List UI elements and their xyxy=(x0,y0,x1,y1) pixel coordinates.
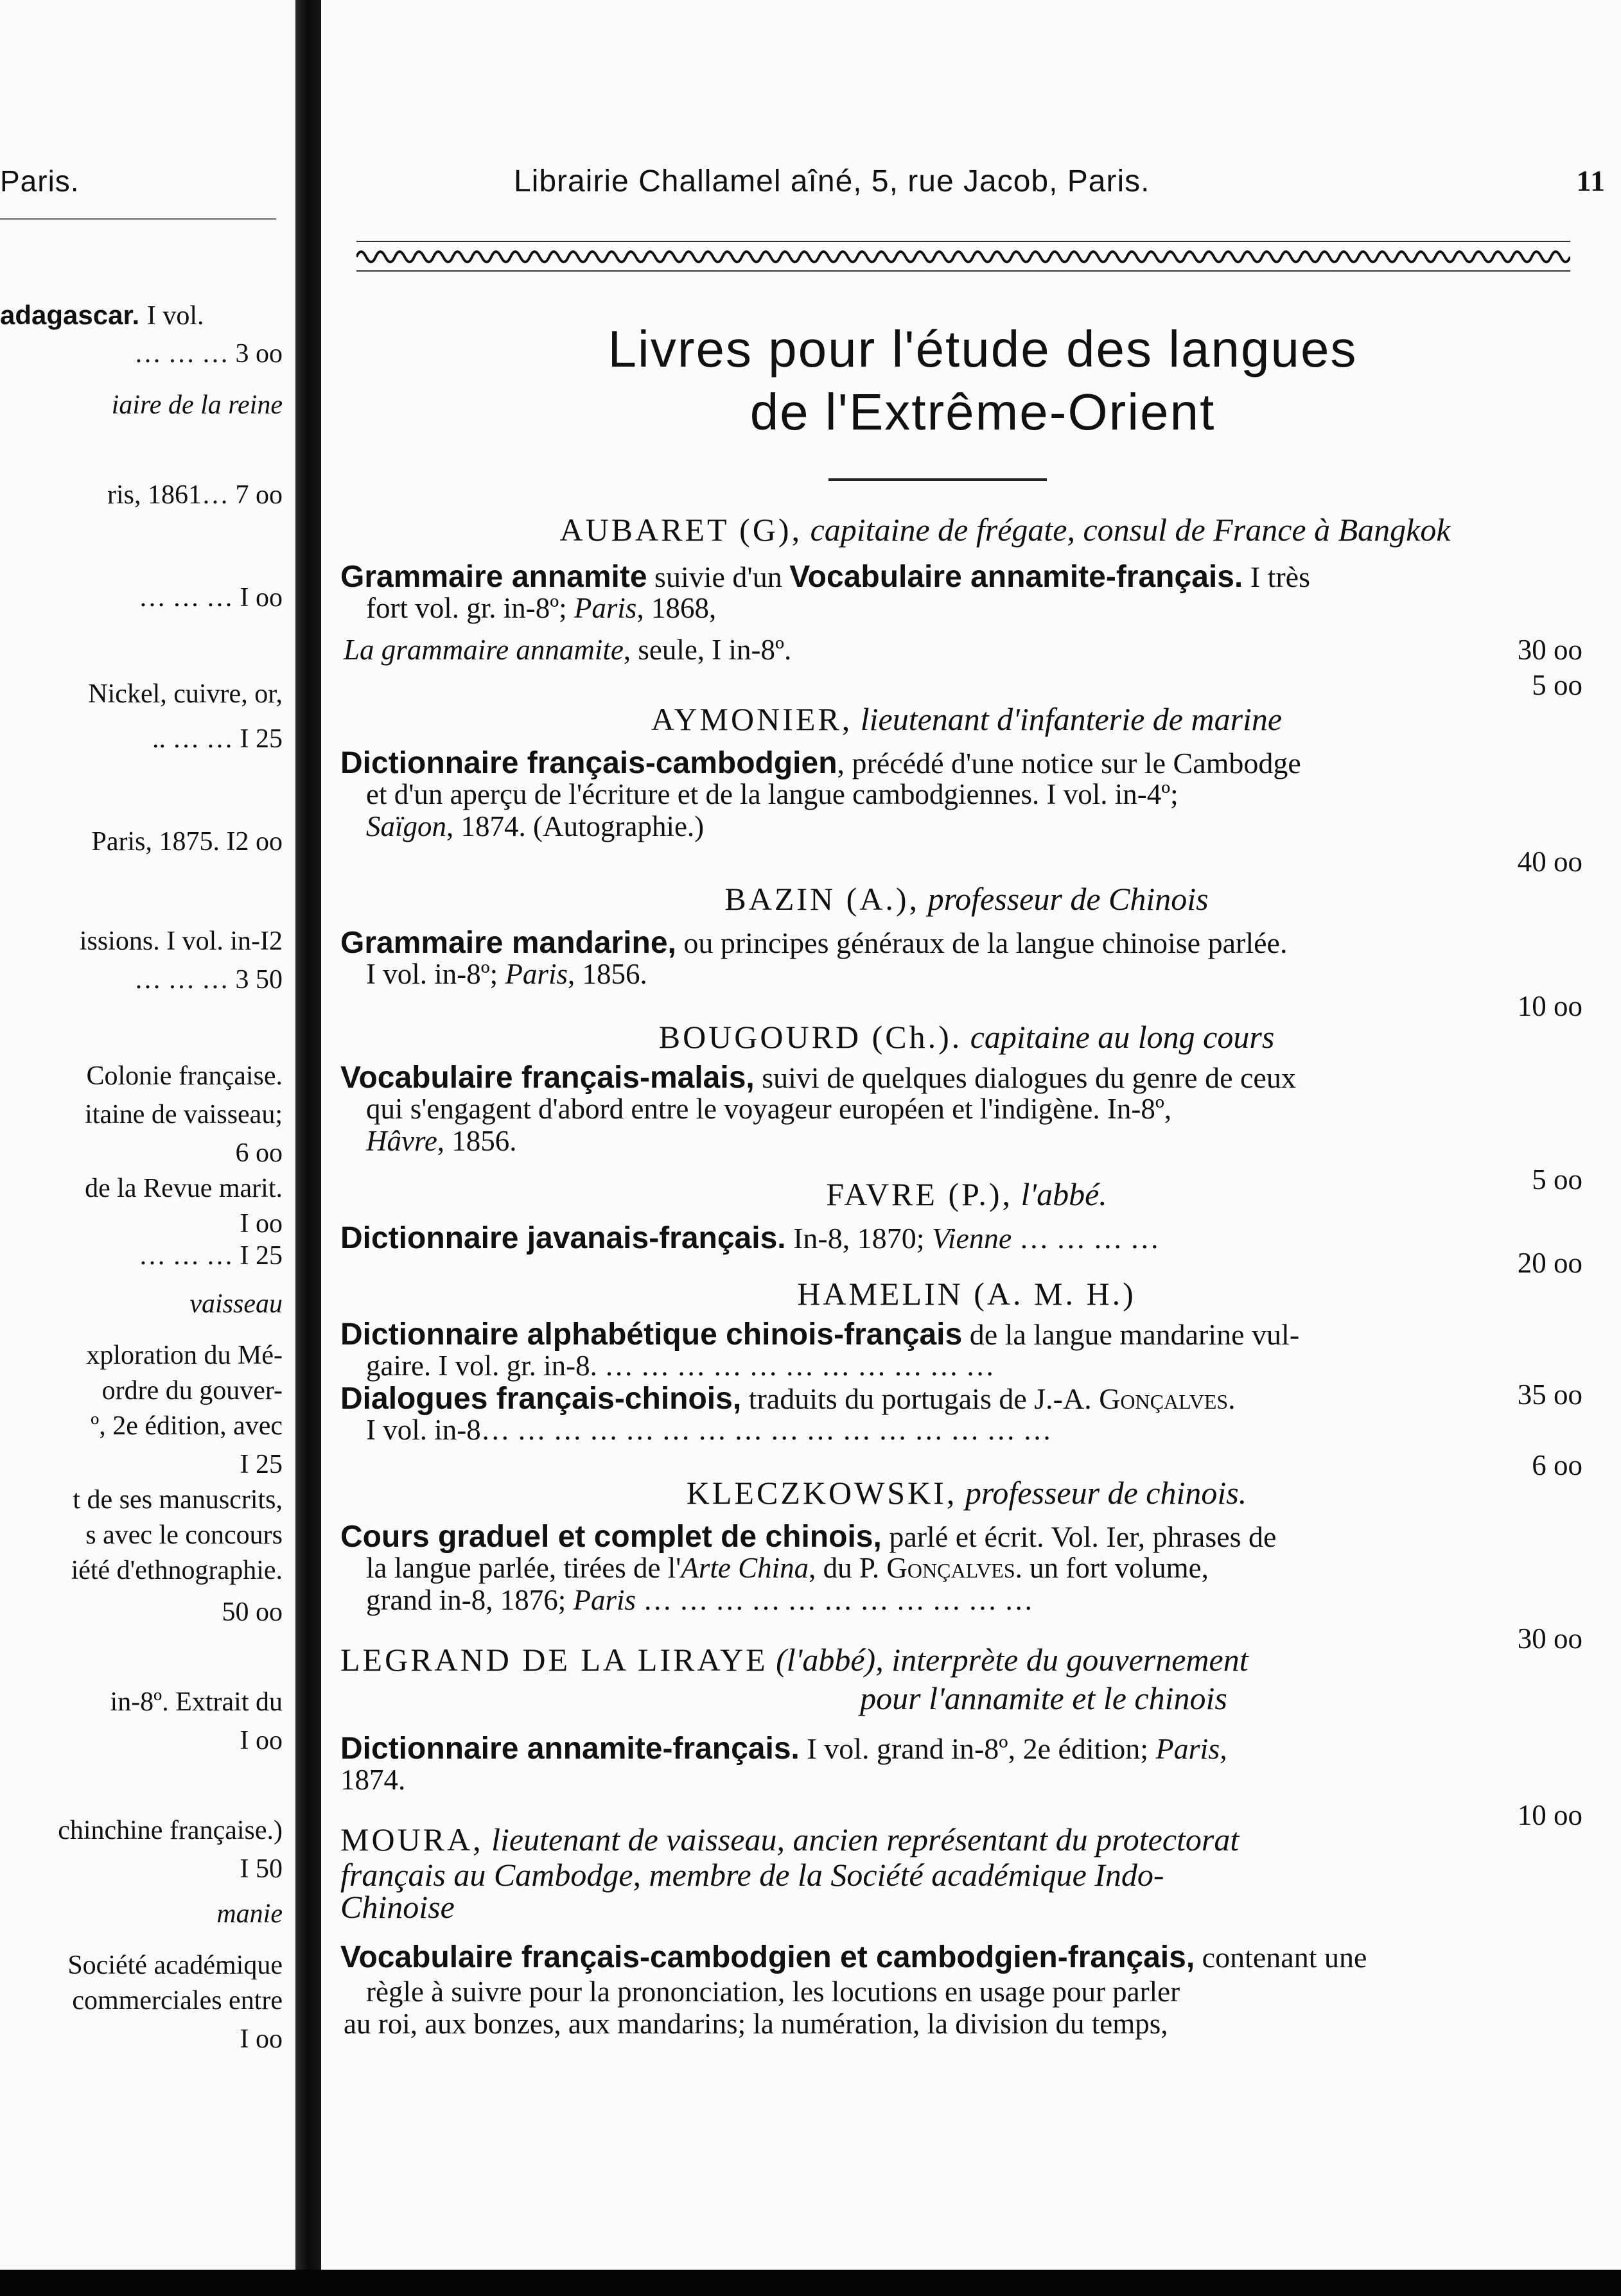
author-bougourd: BOUGOURD (Ch.). capitaine au long cours xyxy=(658,1019,1275,1055)
left-page-line: iété d'ethnographie. xyxy=(71,1556,283,1585)
left-page-line: iaire de la reine xyxy=(111,390,283,420)
left-page-line: ordre du gouver- xyxy=(101,1376,283,1405)
left-page-line: … … … 3 oo xyxy=(134,339,283,369)
left-page-line: Paris, 1875. I2 oo xyxy=(91,827,283,857)
left-page-line: manie xyxy=(216,1899,283,1929)
author-moura-role-3: Chinoise xyxy=(340,1889,455,1925)
author-moura: MOURA, lieutenant de vaisseau, ancien représentant du protectorat xyxy=(340,1822,1240,1857)
left-page-line: … … … I 25 xyxy=(139,1241,283,1271)
left-page-line: t de ses manuscrits, xyxy=(73,1485,283,1515)
entry-hamelin-title-1: Dictionnaire alphabétique chinois-français de la langue mandarine vul- xyxy=(340,1318,1300,1352)
section-title-line-1: Livres pour l'étude des langues xyxy=(608,320,1358,378)
section-title-line-2: de l'Extrême-Orient xyxy=(749,383,1216,440)
entry-moura-line-3: au roi, aux bonzes, aux mandarins; la numération, la division du temps, xyxy=(344,2008,1168,2040)
entry-moura-title: Vocabulaire français-cambodgien et cambodgien-français, contenant une xyxy=(340,1940,1367,1974)
entry-hamelin-title-2: Dialogues français-chinois, traduits du portugais de J.-A. Gonçalves. xyxy=(340,1382,1236,1416)
entry-aubaret-line-3: La grammaire annamite, seule, I in-8º. xyxy=(344,634,792,666)
entry-kleczkowski-line-2: la langue parlée, tirées de l'Arte China, du P. Gonçalves. un fort volume, xyxy=(366,1552,1209,1584)
page-number: 11 xyxy=(1576,164,1606,197)
left-page-line: Nickel, cuivre, or, xyxy=(88,679,283,709)
price-legrand: 10 oo xyxy=(1517,1799,1582,1831)
author-favre: FAVRE (P.), l'abbé. xyxy=(826,1176,1107,1212)
left-page-line: I oo xyxy=(240,1726,283,1755)
entry-bazin-line-2: I vol. in-8º; Paris, 1856. xyxy=(366,958,647,990)
left-page-line: issions. I vol. in-I2 xyxy=(79,926,283,956)
price-aubaret-2: 5 oo xyxy=(1532,669,1582,701)
left-page-line: in-8º. Extrait du xyxy=(110,1687,283,1717)
left-page-line: s avec le concours xyxy=(85,1520,283,1550)
entry-bougourd-title: Vocabulaire français-malais, suivi de quelques dialogues du genre de ceux xyxy=(340,1061,1296,1095)
price-favre: 20 oo xyxy=(1517,1247,1582,1279)
author-aymonier: AYMONIER, lieutenant d'infanterie de marine xyxy=(651,701,1283,737)
left-page-line: I 50 xyxy=(240,1854,283,1884)
author-legrand-role: pour l'annamite et le chinois xyxy=(860,1680,1227,1716)
price-hamelin-1: 35 oo xyxy=(1517,1378,1582,1411)
entry-legrand-line-2: 1874. xyxy=(340,1764,406,1796)
price-kleczkowski: 30 oo xyxy=(1517,1622,1582,1655)
price-aubaret-1: 30 oo xyxy=(1517,634,1582,666)
left-page-line: vaisseau xyxy=(189,1289,283,1319)
decorative-border xyxy=(356,239,1570,275)
title-rule xyxy=(828,478,1047,481)
entry-bougourd-line-2: qui s'engagent d'abord entre le voyageur européen et l'indigène. In-8º, xyxy=(366,1093,1172,1125)
left-page-rule xyxy=(0,218,276,220)
author-legrand: LEGRAND DE LA LIRAYE (l'abbé), interprète du gouvernement xyxy=(340,1642,1249,1678)
previous-page xyxy=(0,0,295,2270)
author-kleczkowski: KLECZKOWSKI, professeur de chinois. xyxy=(686,1475,1247,1511)
entry-moura-line-2: règle à suivre pour la prononciation, les locutions en usage pour parler xyxy=(366,1976,1180,2008)
author-bazin: BAZIN (A.), professeur de Chinois xyxy=(724,881,1209,917)
left-page-line: xploration du Mé- xyxy=(86,1341,283,1370)
left-page-line: ris, 1861… 7 oo xyxy=(107,480,283,510)
entry-aymonier-line-2: et d'un aperçu de l'écriture et de la langue cambodgiennes. I vol. in-4º; xyxy=(366,778,1179,810)
entry-hamelin-line-4: I vol. in-8… … … … … … … … … … … … … … … … xyxy=(366,1414,1052,1446)
entry-bougourd-line-3: Hâvre, 1856. xyxy=(366,1125,517,1157)
entry-kleczkowski-title: Cours graduel et complet de chinois, parlé et écrit. Vol. Ier, phrases de xyxy=(340,1520,1277,1554)
left-page-line: 6 oo xyxy=(235,1138,283,1168)
page xyxy=(321,0,1621,2270)
entry-legrand-title: Dictionnaire annamite-français. I vol. grand in-8º, 2e édition; Paris, xyxy=(340,1732,1227,1766)
entry-favre-title: Dictionnaire javanais-français. In-8, 1870; Vienne … … … … xyxy=(340,1221,1160,1255)
price-aymonier: 40 oo xyxy=(1517,846,1582,878)
author-aubaret: AUBARET (G), capitaine de frégate, consul de France à Bangkok xyxy=(559,512,1451,548)
left-page-line: 50 oo xyxy=(222,1597,283,1627)
left-page-line: I oo xyxy=(240,1209,283,1239)
entry-aubaret-line-2: fort vol. gr. in-8º; Paris, 1868, xyxy=(366,592,717,624)
entry-kleczkowski-line-3: grand in-8, 1876; Paris … … … … … … … … … … … xyxy=(366,1584,1033,1616)
price-hamelin-2: 6 oo xyxy=(1532,1449,1582,1481)
left-page-line: I 25 xyxy=(240,1450,283,1479)
entry-bazin-title: Grammaire mandarine, ou principes généraux de la langue chinoise parlée. xyxy=(340,926,1288,960)
left-page-line: adagascar. I vol. xyxy=(0,300,204,331)
left-page-line: º, 2e édition, avec xyxy=(91,1411,283,1441)
price-bougourd: 5 oo xyxy=(1532,1163,1582,1196)
left-page-line: itaine de vaisseau; xyxy=(85,1100,283,1129)
author-moura-role-2: français au Cambodge, membre de la Société académique Indo- xyxy=(340,1857,1164,1893)
left-page-line: chinchine française.) xyxy=(58,1816,283,1845)
entry-aymonier-line-3: Saïgon, 1874. (Autographie.) xyxy=(366,810,705,842)
left-page-line: … … … I oo xyxy=(139,583,283,613)
entry-aymonier-title: Dictionnaire français-cambodgien, précédé d'une notice sur le Cambodge xyxy=(340,746,1301,780)
left-page-line: Société académique xyxy=(67,1951,283,1980)
left-page-line: de la Revue marit. xyxy=(85,1174,283,1203)
left-page-line: … … … 3 50 xyxy=(134,965,283,995)
left-page-line: .. … … I 25 xyxy=(152,724,283,754)
entry-aubaret-title: Grammaire annamite suivie d'un Vocabulaire annamite-français. I très xyxy=(340,560,1310,594)
running-header xyxy=(514,164,1606,199)
scan-border xyxy=(0,2270,1621,2296)
price-bazin: 10 oo xyxy=(1517,990,1582,1022)
author-hamelin: HAMELIN (A. M. H.) xyxy=(797,1276,1136,1312)
running-title: Librairie Challamel aîné, 5, rue Jacob, Paris. xyxy=(514,164,1150,198)
left-page-line: I oo xyxy=(240,2024,283,2054)
left-page-header: Paris. xyxy=(0,164,80,198)
left-page-line: commerciales entre xyxy=(72,1986,283,2015)
left-page-line: Colonie française. xyxy=(86,1061,283,1091)
entry-hamelin-line-2: gaire. I vol. gr. in-8. … … … … … … … … … … … xyxy=(366,1350,995,1382)
